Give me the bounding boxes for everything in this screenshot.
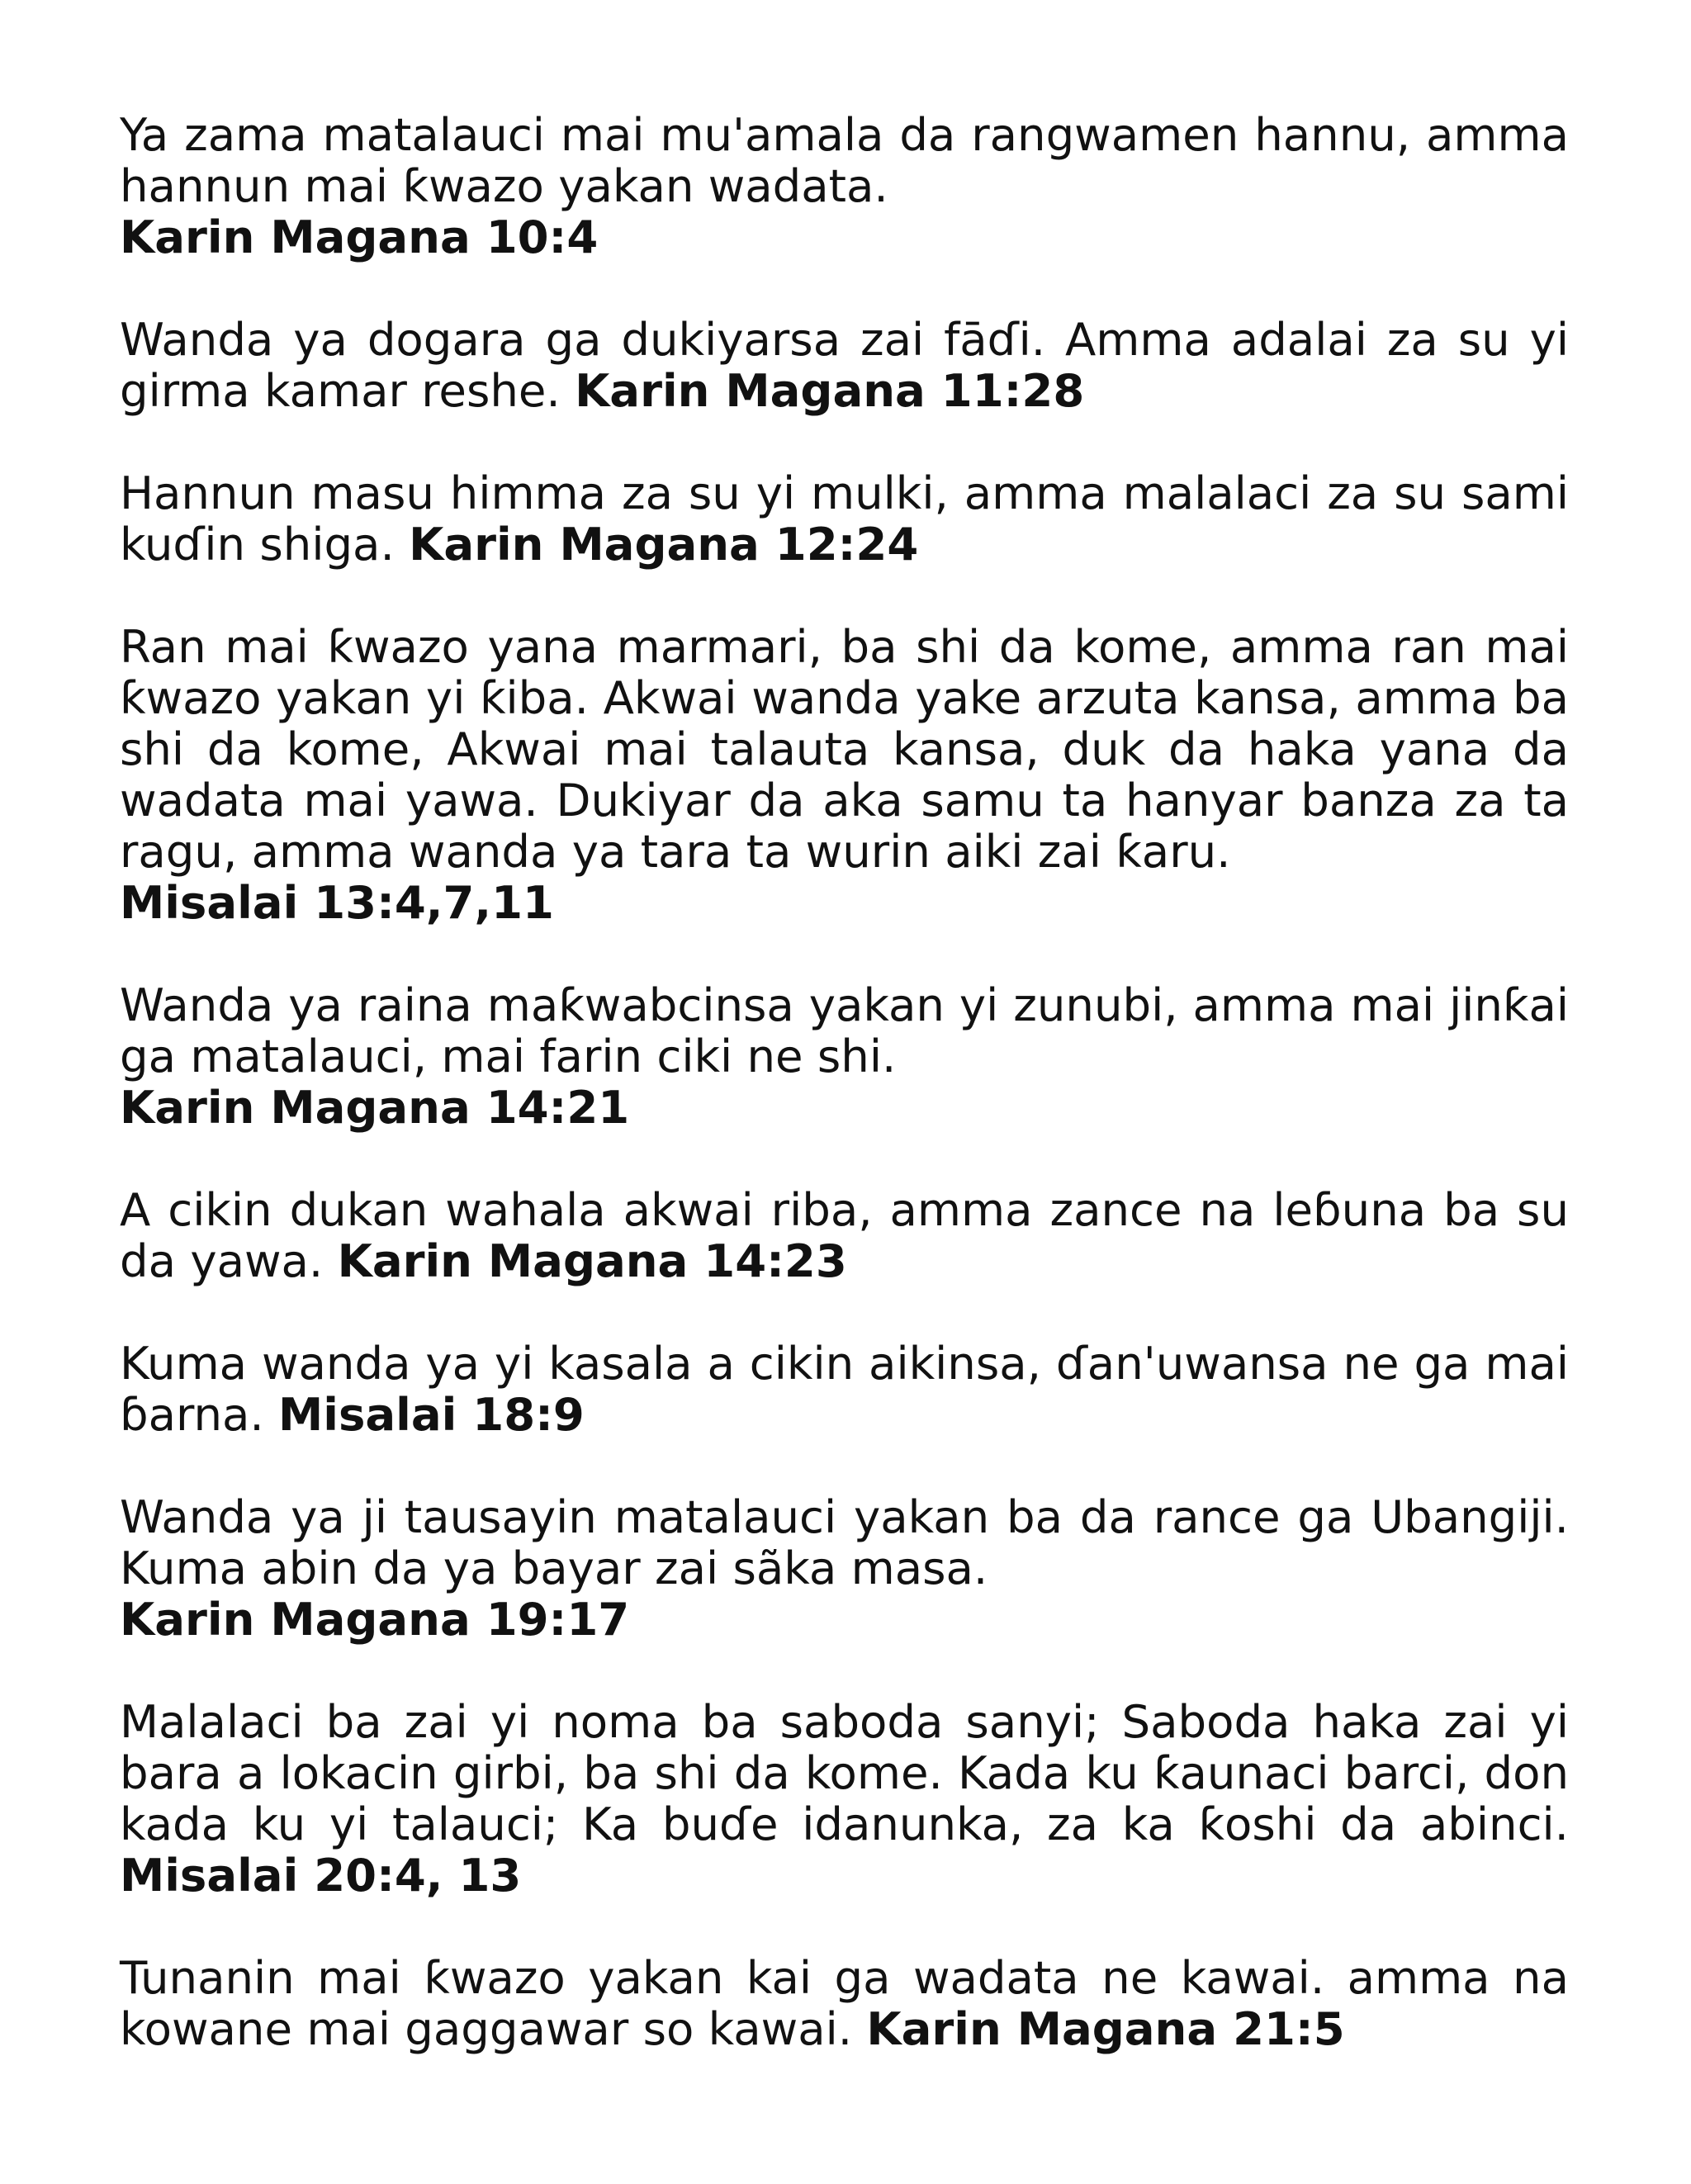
verse-text: Hannun masu himma za su yi mulki, amma malalaci za su sami kuɗin shiga. xyxy=(120,467,1569,571)
verse-text: Wanda ya raina maƙwabcinsa yakan yi zunubi, amma mai jinƙai ga matalauci, mai farin ciki ne shi. xyxy=(120,978,1569,1083)
verse-3 xyxy=(120,467,1569,570)
verse-text: Tunanin mai ƙwazo yakan kai ga wadata ne kawai. amma na kowane mai gaggawar so kawai. xyxy=(120,1951,1569,2055)
verse-reference: Misalai 20:4, 13 xyxy=(120,1849,522,1902)
verse-5 xyxy=(120,979,1569,1133)
verse-text: Ya zama matalauci mai mu'amala da rangwamen hannu, amma hannun mai ƙwazo yakan wadata. xyxy=(120,108,1569,212)
verse-reference: Karin Magana 11:28 xyxy=(575,364,1085,417)
verse-reference: Karin Magana 19:17 xyxy=(120,1593,630,1646)
verse-reference: Misalai 18:9 xyxy=(278,1388,585,1441)
verse-1 xyxy=(120,109,1569,263)
verse-reference: Karin Magana 14:23 xyxy=(337,1234,847,1287)
verse-text: Wanda ya ji tausayin matalauci yakan ba da rance ga Ubangiji. Kuma abin da ya bayar zai sãka masa. xyxy=(120,1490,1569,1594)
verse-text: Wanda ya dogara ga dukiyarsa zai fāɗi. Amma adalai za su yi girma kamar reshe. xyxy=(120,313,1569,417)
verse-reference: Karin Magana 10:4 xyxy=(120,211,599,263)
verse-reference: Misalai 13:4,7,11 xyxy=(120,876,554,929)
verse-reference: Karin Magana 12:24 xyxy=(409,518,919,571)
verse-9 xyxy=(120,1696,1569,1901)
verse-text: A cikin dukan wahala akwai riba, amma zance na leɓuna ba su da yawa. xyxy=(120,1183,1569,1287)
verse-7 xyxy=(120,1338,1569,1440)
verse-text: Kuma wanda ya yi kasala a cikin aikinsa, ɗan'uwansa ne ga mai ɓarna. xyxy=(120,1337,1569,1441)
verse-4 xyxy=(120,621,1569,928)
verse-text: Ran mai ƙwazo yana marmari, ba shi da kome, amma ran mai ƙwazo yakan yi ƙiba. Akwai wanda yake arzuta kansa, amma ba shi da kome, Akwai mai talauta kansa, duk da haka yana da wadata mai yawa. Dukiyar da aka samu ta hanyar banza za ta ragu, amma wanda ya tara ta wurin aiki zai ƙaru. xyxy=(120,620,1569,878)
verse-text: Malalaci ba zai yi noma ba saboda sanyi; Saboda haka zai yi bara a lokacin girbi, ba shi da kome. Kada ku ƙaunaci barci, don kada ku yi talauci; Ka buɗe idanunka, za ka ƙoshi da abinci. xyxy=(120,1695,1569,1850)
verse-2 xyxy=(120,314,1569,416)
verse-reference: Karin Magana 14:21 xyxy=(120,1081,630,1134)
verse-10 xyxy=(120,1952,1569,2054)
document-page xyxy=(120,109,1569,2106)
verse-6 xyxy=(120,1184,1569,1286)
verse-reference: Karin Magana 21:5 xyxy=(866,2002,1345,2055)
verse-8 xyxy=(120,1491,1569,1645)
